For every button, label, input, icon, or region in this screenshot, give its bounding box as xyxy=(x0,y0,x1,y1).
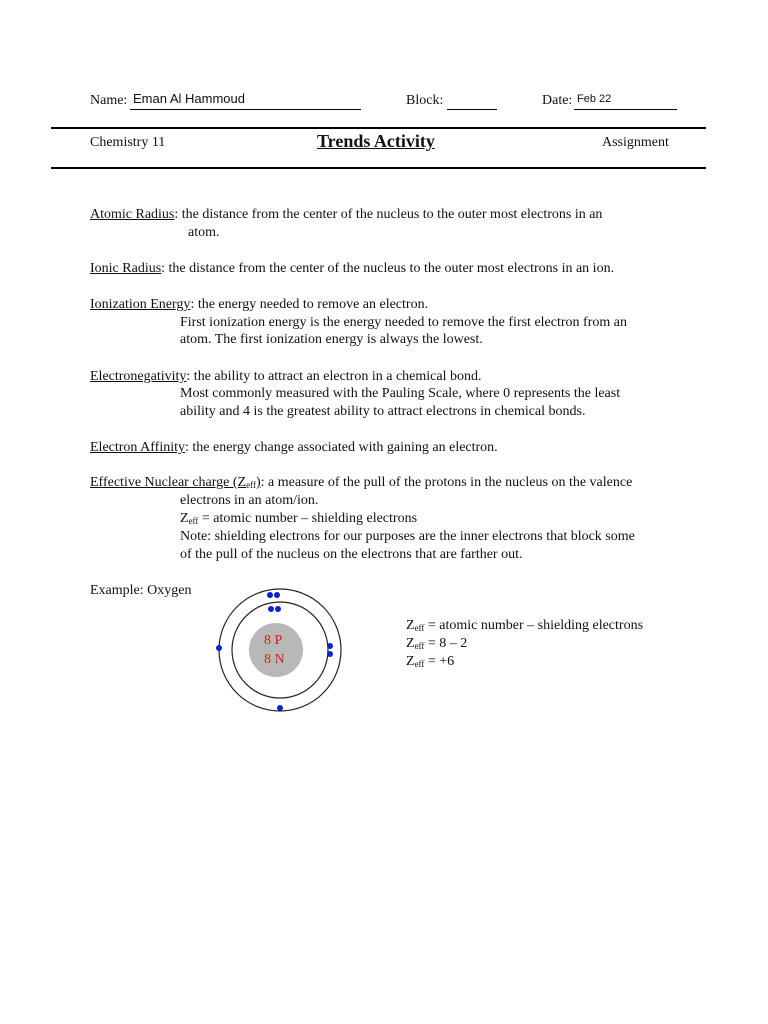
electron-affinity-def xyxy=(90,439,498,457)
ionization-energy-text: : the energy needed to remove an electron. xyxy=(190,297,429,312)
name-value[interactable]: Eman Al Hammoud xyxy=(133,91,245,106)
atomic-radius-def-cont: atom. xyxy=(188,225,220,240)
example-eq-2: $Z_{eff} = 8 - 2$ xyxy=(406,636,468,651)
ionization-energy-def xyxy=(90,296,428,314)
example-eq-1: $Z_{eff}$ = atomic number – shielding electrons xyxy=(406,618,644,633)
zeff-note-1: Note: shielding electrons for our purposes are the inner electrons that block some xyxy=(180,529,635,544)
zeff-formula: $Z_{eff}$ = atomic number – shielding electrons xyxy=(180,511,418,526)
date-field-line[interactable] xyxy=(574,93,677,110)
zeff-note-2: of the pull of the nucleus on the electrons that are farther out. xyxy=(180,547,523,562)
date-label: Date: xyxy=(542,93,573,108)
nucleus xyxy=(249,623,303,677)
electronegativity-text: : the ability to attract an electron in a chemical bond. xyxy=(186,369,482,384)
nucleus-neutrons: 8 N xyxy=(264,652,285,667)
course-label: Chemistry 11 xyxy=(90,135,166,150)
ionic-radius-text: : the distance from the center of the nucleus to the outer most electrons in an ion. xyxy=(161,261,615,276)
example-eq-3: $Z_{eff} = +6$ xyxy=(406,654,455,669)
electronegativity-note-1: Most commonly measured with the Pauling Scale, where 0 represents the least xyxy=(180,386,621,401)
electron-affinity-term: Electron Affinity xyxy=(90,440,185,455)
zeff-def-cont: electrons in an atom/ion. xyxy=(180,493,319,508)
ionization-energy-term: Ionization Energy xyxy=(90,297,191,312)
nucleus-protons: 8 P xyxy=(264,633,283,648)
name-field-line[interactable] xyxy=(130,93,361,110)
electron xyxy=(327,651,333,657)
page-title: Trends Activity xyxy=(317,131,435,151)
block-field-line[interactable] xyxy=(447,93,497,110)
electron xyxy=(274,592,280,598)
electron-affinity-text: : the energy change associated with gaining an electron. xyxy=(185,440,498,455)
electronegativity-def xyxy=(90,368,481,386)
ionic-radius-term: Ionic Radius xyxy=(90,261,162,276)
electron xyxy=(216,645,222,651)
electron xyxy=(277,705,283,711)
ionic-radius-def xyxy=(90,260,614,278)
assignment-label: Assignment xyxy=(602,135,669,150)
atomic-radius-def xyxy=(90,206,602,224)
top-rule xyxy=(51,127,706,129)
zeff-term: Effective Nuclear charge $(Z_{eff})$ xyxy=(90,475,261,490)
block-label: Block: xyxy=(406,93,444,108)
atomic-radius-text: : the distance from the center of the nucleus to the outer most electrons in an xyxy=(174,207,603,222)
ionization-energy-note-1: First ionization energy is the energy needed to remove the first electron from an xyxy=(180,315,627,330)
zeff-def xyxy=(90,474,632,492)
example-label: Example: Oxygen xyxy=(90,583,192,598)
electron xyxy=(268,606,274,612)
ionization-energy-note-2: atom. The first ionization energy is always the lowest. xyxy=(180,332,483,347)
name-label: Name: xyxy=(90,93,128,108)
electron xyxy=(327,643,333,649)
bottom-rule xyxy=(51,167,706,169)
electronegativity-note-2: ability and 4 is the greatest ability to attract electrons in chemical bonds. xyxy=(180,404,586,419)
zeff-text: : a measure of the pull of the protons in the nucleus on the valence xyxy=(260,475,633,490)
electron xyxy=(275,606,281,612)
electronegativity-term: Electronegativity xyxy=(90,369,187,384)
atomic-radius-term: Atomic Radius xyxy=(90,207,175,222)
date-value[interactable]: Feb 22 xyxy=(577,93,612,105)
electron xyxy=(267,592,273,598)
